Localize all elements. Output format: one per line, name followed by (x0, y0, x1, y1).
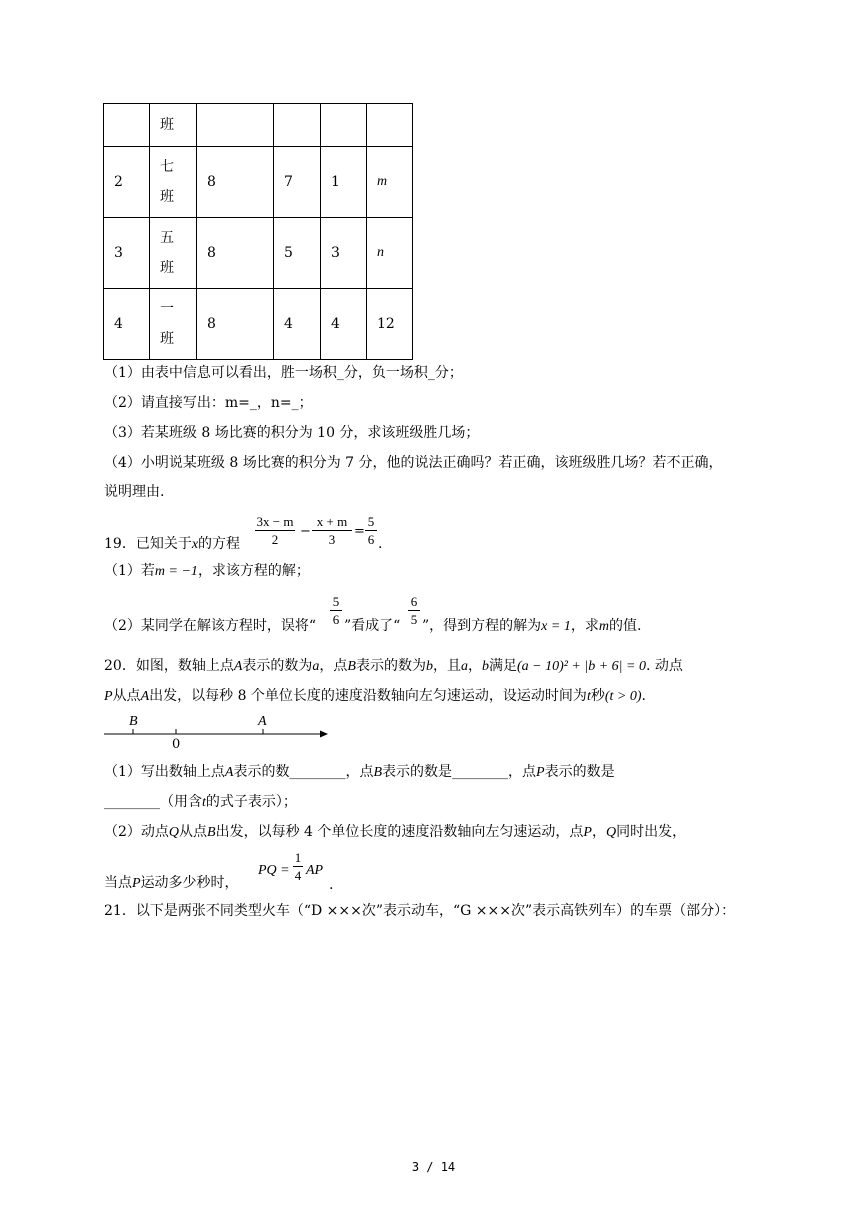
q20-part2-line2 (104, 874, 239, 893)
math-var: B (207, 825, 216, 840)
text: 同时出发， (616, 824, 687, 840)
axis-label-0: 0 (172, 737, 181, 752)
denominator: 4 (294, 868, 302, 883)
table-cell (321, 104, 367, 147)
table-row (104, 104, 413, 147)
text: ”，得到方程的解为 (422, 618, 542, 634)
math: x = 1 (541, 619, 571, 634)
table-cell: 8 (197, 289, 274, 360)
numerator: x + m (316, 514, 348, 529)
table-cell (197, 104, 274, 147)
table-cell: 4 (274, 289, 321, 360)
table-cell: 七 班 (150, 147, 197, 218)
math-var: a (460, 659, 468, 674)
axis-label-A: A (258, 714, 267, 729)
text: ，求该方程的解； (197, 563, 310, 579)
math-var: x (191, 537, 199, 552)
text: （1）若 (104, 563, 155, 579)
table-cell (104, 104, 150, 147)
table-row (104, 289, 413, 360)
text: ， (591, 824, 606, 840)
math: (t > 0) (604, 689, 642, 704)
math-var: t (586, 689, 591, 704)
math-var: A (224, 765, 234, 780)
pq-label: PQ = (258, 863, 290, 878)
table-cell: m (367, 147, 413, 218)
page-number: 3 / 14 (411, 1160, 456, 1174)
q20-part2-line1 (104, 823, 686, 842)
text: ， (467, 658, 482, 674)
table-cell: 3 (321, 218, 367, 289)
equals-sign: = (354, 524, 365, 539)
table-cell (367, 104, 413, 147)
score-table (103, 103, 413, 360)
text: 20．如图，数轴上点 (104, 658, 234, 674)
table-cell: 7 (274, 147, 321, 218)
table-row (104, 218, 413, 289)
text: ，点 (319, 658, 348, 674)
math-var: m (598, 619, 609, 634)
period: . (378, 536, 383, 552)
math-var: B (347, 659, 356, 674)
table-cell (274, 104, 321, 147)
minus-sign: − (300, 524, 311, 539)
text: 当点 (104, 875, 132, 891)
math: m = −1 (154, 564, 198, 579)
denominator: 6 (332, 612, 340, 627)
math-var: a (312, 659, 320, 674)
text: 的值. (608, 618, 642, 634)
table-cell: 2 (104, 147, 150, 218)
q19-part2-c (422, 617, 641, 636)
text: ________（用含 (104, 794, 202, 810)
denominator: 6 (367, 532, 375, 547)
q19-part2-b: ”看成了“ (344, 618, 401, 634)
math-var: B (373, 765, 383, 780)
q19-fraction-3 (365, 514, 377, 547)
q20-part1-line2 (104, 793, 297, 812)
text: 从点 (179, 824, 208, 840)
math-var: t (202, 795, 206, 810)
numerator: 6 (410, 594, 418, 609)
text: . 动点 (645, 658, 683, 674)
text: 满足 (488, 658, 517, 674)
numerator: 3x − m (256, 514, 294, 529)
text: ，且 (432, 658, 461, 674)
q18-part3: （3）若某班级 8 场比赛的积分为 10 分，求该班级胜几场； (104, 425, 480, 441)
text: 表示的数是 (544, 764, 615, 780)
text: （1）写出数轴上点 (104, 764, 225, 780)
table-cell: n (367, 218, 413, 289)
q19-fraction-1 (255, 514, 295, 547)
text: 秒 (590, 688, 605, 704)
table-cell: 4 (104, 289, 150, 360)
text: 出发，以每秒 4 个单位长度的速度沿数轴向左匀速运动，点 (215, 824, 584, 840)
denominator: 5 (410, 612, 418, 627)
text: 从点 (112, 688, 141, 704)
math-var: A (140, 689, 150, 704)
math-var: Q (605, 825, 617, 840)
q20-line1 (104, 657, 683, 676)
math-var: Q (168, 825, 180, 840)
arrow-head (320, 731, 328, 738)
q18-part2: （2）请直接写出：m=_，n=_； (104, 395, 313, 411)
text: 表示的数是________，点 (382, 764, 537, 780)
numerator: 1 (294, 850, 302, 865)
q19-part2-a: （2）某同学在解该方程时，误将“ (104, 618, 317, 634)
math-var: P (583, 825, 592, 840)
table-cell: 8 (197, 147, 274, 218)
denominator: 3 (328, 532, 336, 547)
q19-fraction-2 (312, 514, 352, 547)
q21-stem: 21．以下是两张不同类型火车（“D ×××次”表示动车，“G ×××次”表示高铁列车）的车票（部分）： (104, 903, 736, 919)
text: 出发，以每秒 8 个单位长度的速度沿数轴向左匀速运动，设运动时间为 (149, 688, 587, 704)
text: 运动多少秒时， (140, 875, 239, 891)
table-cell: 4 (321, 289, 367, 360)
table-row (104, 147, 413, 218)
table-cell: 五 班 (150, 218, 197, 289)
table-cell: 8 (197, 218, 274, 289)
q18-part4-line1: （4）小明说某班级 8 场比赛的积分为 7 分，他的说法正确吗？若正确，该班级胜几场？若不正确， (104, 455, 723, 471)
text: 表示的数为 (355, 658, 426, 674)
table-cell: 12 (367, 289, 413, 360)
q20-line2 (104, 687, 646, 706)
numerator: 5 (332, 594, 340, 609)
math-var: A (233, 659, 243, 674)
table-cell: 5 (274, 218, 321, 289)
q19-p2-fraction-2 (408, 594, 420, 627)
numerator: 5 (367, 514, 375, 529)
math-var: P (132, 876, 141, 891)
text: 的方程 (198, 536, 241, 552)
table-cell: 1 (321, 147, 367, 218)
axis-label-B: B (129, 714, 138, 729)
q19-part1 (104, 562, 310, 581)
math-var: P (104, 689, 113, 704)
table-cell: 3 (104, 218, 150, 289)
math: (a − 10)² + |b + 6| = 0 (516, 659, 646, 674)
q20-fraction (293, 850, 303, 883)
period: . (329, 877, 334, 893)
math-var: P (536, 765, 545, 780)
q18-part4-line2: 说明理由. (104, 484, 165, 500)
text: （2）动点 (104, 824, 169, 840)
q19-p2-fraction-1 (330, 594, 342, 627)
math-var: b (481, 659, 489, 674)
q18-part1: （1）由表中信息可以看出，胜一场积_分，负一场积_分； (104, 365, 463, 381)
q20-part1-line1 (104, 763, 615, 782)
q19-stem (104, 535, 240, 554)
text: ，求 (570, 618, 599, 634)
ap-label: AP (306, 863, 324, 878)
math-var: b (425, 659, 433, 674)
text: 表示的数________，点 (233, 764, 374, 780)
text: 表示的数为 (242, 658, 313, 674)
text: . (641, 688, 646, 704)
text: 的式子表示）； (205, 794, 297, 810)
denominator: 2 (271, 532, 279, 547)
text: 19．已知关于 (104, 536, 192, 552)
table-cell: 一 班 (150, 289, 197, 360)
table-cell: 班 (150, 104, 197, 147)
